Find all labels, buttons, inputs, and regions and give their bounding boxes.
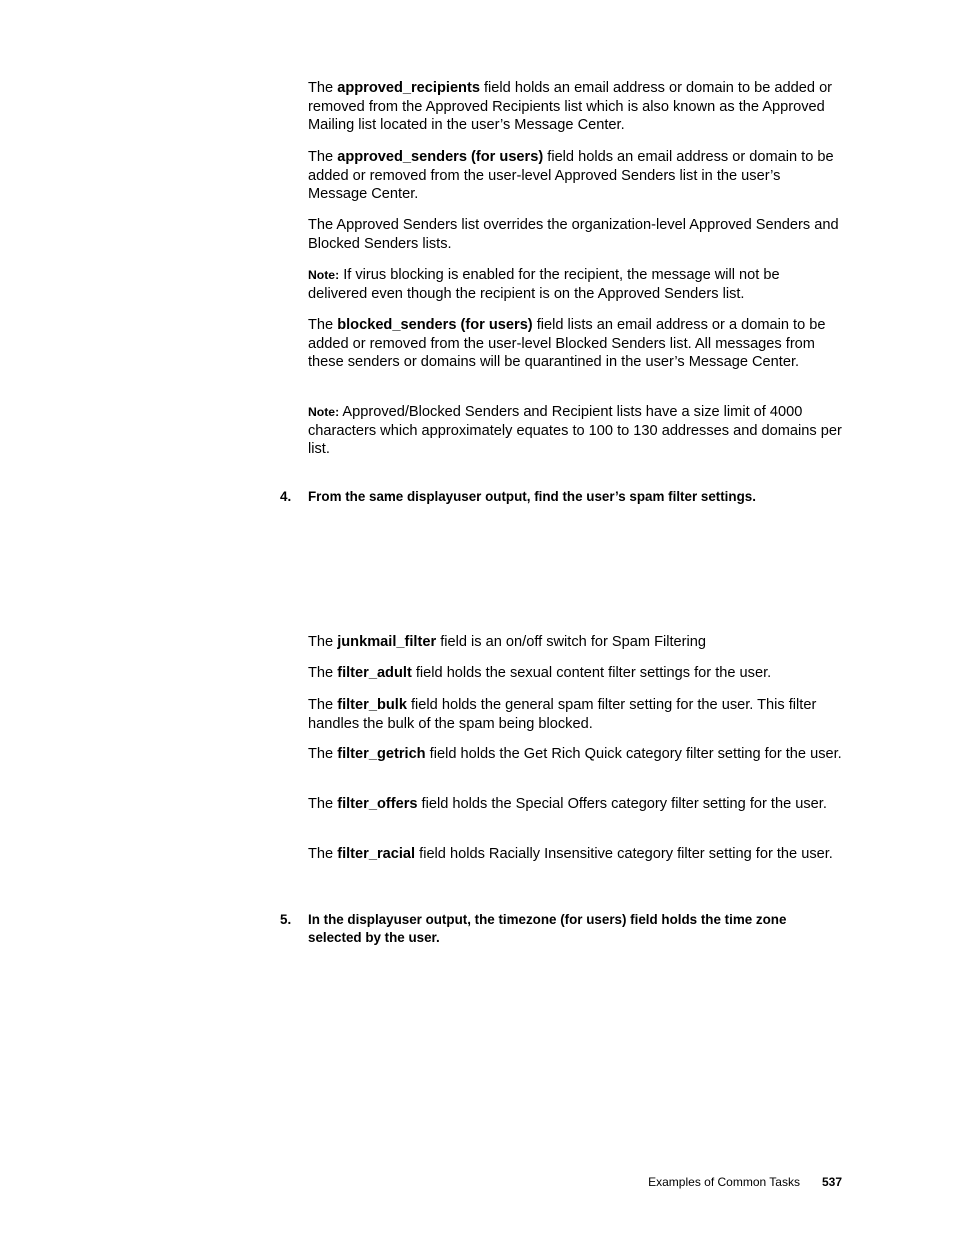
step-5 xyxy=(280,911,842,947)
paragraph-override: The Approved Senders list overrides the organization-level Approved Senders and Blocked Senders lists. xyxy=(308,217,839,252)
paragraph-filter-racial xyxy=(308,845,842,864)
text-segment: The xyxy=(308,80,338,96)
paragraph-blocked-senders xyxy=(308,316,842,372)
step-number: 4. xyxy=(280,489,292,504)
text-segment: field lists an email address or a domain to be added or removed from the user-level Blocked Senders list. All messages from these senders or domains will be quarantined in the user’s Message Center. xyxy=(308,317,826,371)
text-segment: The xyxy=(308,665,338,681)
text-segment: field holds the Get Rich Quick category filter setting for the user. xyxy=(425,746,842,762)
step-4 xyxy=(280,488,842,506)
field-term-blocked-senders: blocked_senders (for users) xyxy=(337,317,533,333)
page-number: 537 xyxy=(821,1175,842,1189)
note-text: If virus blocking is enabled for the recipient, the message will not be delivered even though the recipient is on the Approved Senders list. xyxy=(308,267,780,302)
paragraph-filter-adult xyxy=(308,664,842,683)
field-term-filter-offers: filter_offers xyxy=(337,796,418,812)
note-size-limit xyxy=(308,403,842,459)
text-segment: field holds the general spam filter setting for the user. This filter handles the bulk of the spam being blocked. xyxy=(308,697,817,732)
paragraph-approved-recipients xyxy=(308,79,842,135)
paragraph-junkmail-filter xyxy=(308,633,842,652)
step-text: From the same displayuser output, find the user’s spam filter settings. xyxy=(308,489,756,504)
note-virus-blocking xyxy=(308,266,842,303)
note-label: Note: xyxy=(308,405,340,419)
text-segment: field holds an email address or domain to be added or removed from the Approved Recipients list which is also known as the Approved Mailing list located in the user’s Message Center. xyxy=(308,80,833,134)
field-term-filter-racial: filter_racial xyxy=(337,846,416,862)
field-term-filter-adult: filter_adult xyxy=(337,665,412,681)
text-segment: field is an on/off switch for Spam Filtering xyxy=(436,634,706,650)
text-segment: The xyxy=(308,634,338,650)
text-segment: field holds Racially Insensitive category filter setting for the user. xyxy=(415,846,833,862)
paragraph-filter-bulk xyxy=(308,696,842,733)
text-segment: The xyxy=(308,149,338,165)
field-term-filter-getrich: filter_getrich xyxy=(337,746,426,762)
field-term-approved-recipients: approved_recipients xyxy=(337,80,480,96)
field-term-junkmail-filter: junkmail_filter xyxy=(337,634,437,650)
field-term-filter-bulk: filter_bulk xyxy=(337,697,407,713)
text-segment: The xyxy=(308,796,338,812)
text-segment: The xyxy=(308,846,338,862)
paragraph-approved-senders xyxy=(308,148,842,204)
text-segment: field holds the Special Offers category filter setting for the user. xyxy=(417,796,827,812)
text-segment: The xyxy=(308,317,338,333)
field-term-approved-senders: approved_senders (for users) xyxy=(337,149,544,165)
paragraph-filter-getrich xyxy=(308,745,842,764)
text-segment: The xyxy=(308,697,338,713)
step-number: 5. xyxy=(280,912,292,927)
text-segment: The xyxy=(308,746,338,762)
footer-section-title: Examples of Common Tasks xyxy=(648,1175,800,1189)
step-text: In the displayuser output, the timezone (for users) field holds the time zone selected by the user. xyxy=(308,912,787,946)
text-segment: field holds an email address or domain to be added or removed from the user-level Approved Senders list in the user’s Message Center. xyxy=(308,149,834,203)
page-footer xyxy=(560,1174,842,1190)
note-text: Approved/Blocked Senders and Recipient lists have a size limit of 4000 characters which approximately equates to 100 to 130 addresses and domains per list. xyxy=(308,404,842,458)
text-segment: field holds the sexual content filter settings for the user. xyxy=(411,665,772,681)
note-label: Note: xyxy=(308,268,340,282)
paragraph-filter-offers xyxy=(308,795,842,814)
